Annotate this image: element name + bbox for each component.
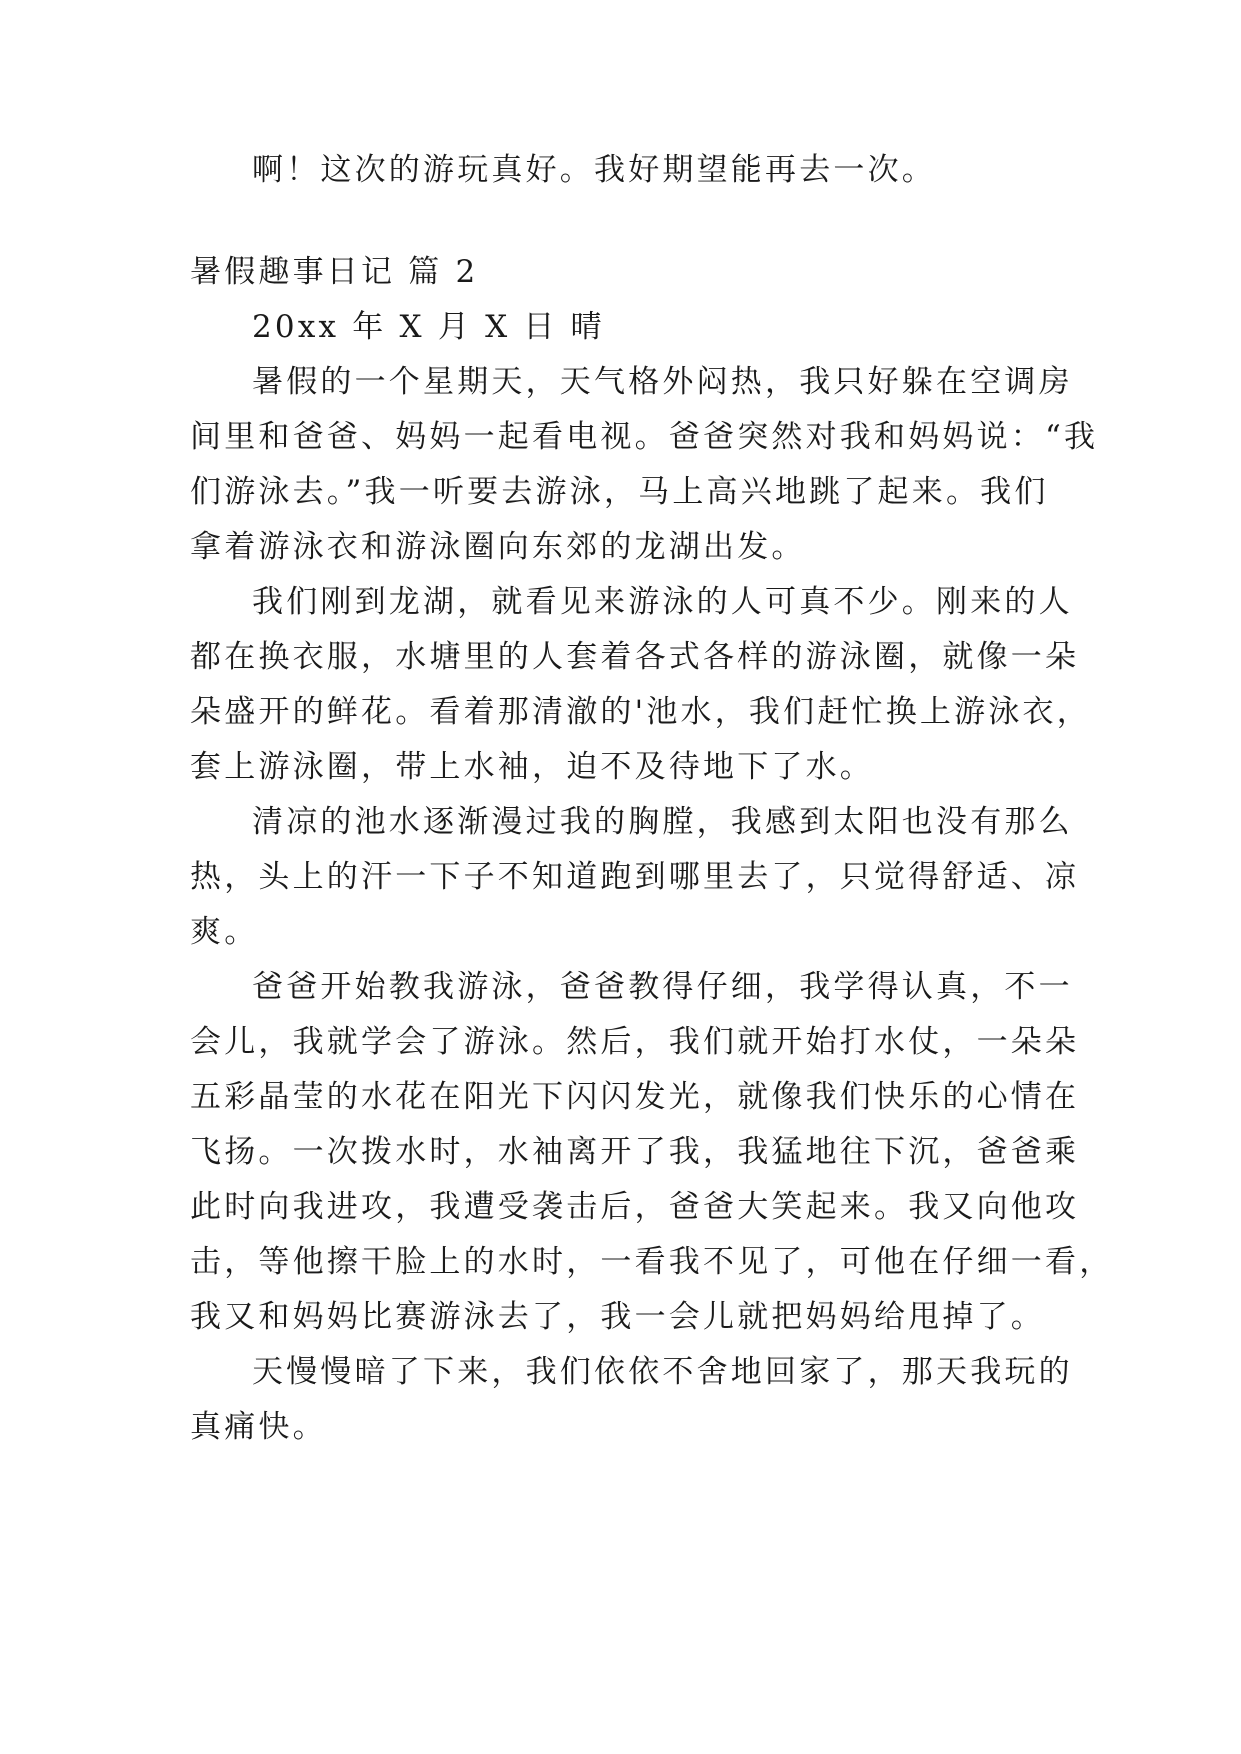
section-title: 暑假趣事日记 篇 2 xyxy=(190,254,479,290)
paragraph-line: 会儿，我就学会了游泳。然后，我们就开始打水仗，一朵朵 xyxy=(190,1024,1080,1060)
date-line: 20xx 年 X 月 X 日 晴 xyxy=(252,309,605,345)
paragraph-line: 此时向我进攻，我遭受袭击后，爸爸大笑起来。我又向他攻 xyxy=(190,1189,1080,1225)
paragraph-line: 爽。 xyxy=(190,914,259,950)
paragraph-line: 天慢慢暗了下来，我们依依不舍地回家了，那天我玩的 xyxy=(252,1354,1073,1390)
paragraph-line: 我又和妈妈比赛游泳去了，我一会儿就把妈妈给甩掉了。 xyxy=(190,1299,1045,1335)
paragraph-line: 套上游泳圈，带上水袖，迫不及待地下了水。 xyxy=(190,749,874,785)
paragraph-line: 暑假的一个星期天，天气格外闷热，我只好躲在空调房 xyxy=(252,364,1073,400)
paragraph-line: 清凉的池水逐渐漫过我的胸膛，我感到太阳也没有那么 xyxy=(252,804,1073,840)
paragraph-line: 飞扬。一次拨水时，水袖离开了我，我猛地往下沉，爸爸乘 xyxy=(190,1134,1080,1170)
paragraph-line: 真痛快。 xyxy=(190,1409,327,1445)
paragraph-line: 朵盛开的鲜花。看着那清澈的'池水，我们赶忙换上游泳衣， xyxy=(190,694,1091,730)
paragraph-line: 五彩晶莹的水花在阳光下闪闪发光，就像我们快乐的心情在 xyxy=(190,1079,1080,1115)
paragraph-line: 我们刚到龙湖，就看见来游泳的人可真不少。刚来的人 xyxy=(252,584,1073,620)
paragraph-line: 击，等他擦干脸上的水时，一看我不见了，可他在仔细一看， xyxy=(190,1244,1114,1280)
paragraph-line: 热，头上的汗一下子不知道跑到哪里去了，只觉得舒适、凉 xyxy=(190,859,1080,895)
paragraph-line: 爸爸开始教我游泳，爸爸教得仔细，我学得认真，不一 xyxy=(252,969,1073,1005)
paragraph-line: 拿着游泳衣和游泳圈向东郊的龙湖出发。 xyxy=(190,529,806,565)
closing-line: 啊！这次的游玩真好。我好期望能再去一次。 xyxy=(252,152,936,188)
paragraph-line: 们游泳去。”我一听要去游泳，马上高兴地跳了起来。我们 xyxy=(190,474,1049,510)
paragraph-line: 间里和爸爸、妈妈一起看电视。爸爸突然对我和妈妈说：“我 xyxy=(190,419,1099,455)
paragraph-line: 都在换衣服，水塘里的人套着各式各样的游泳圈，就像一朵 xyxy=(190,639,1080,675)
